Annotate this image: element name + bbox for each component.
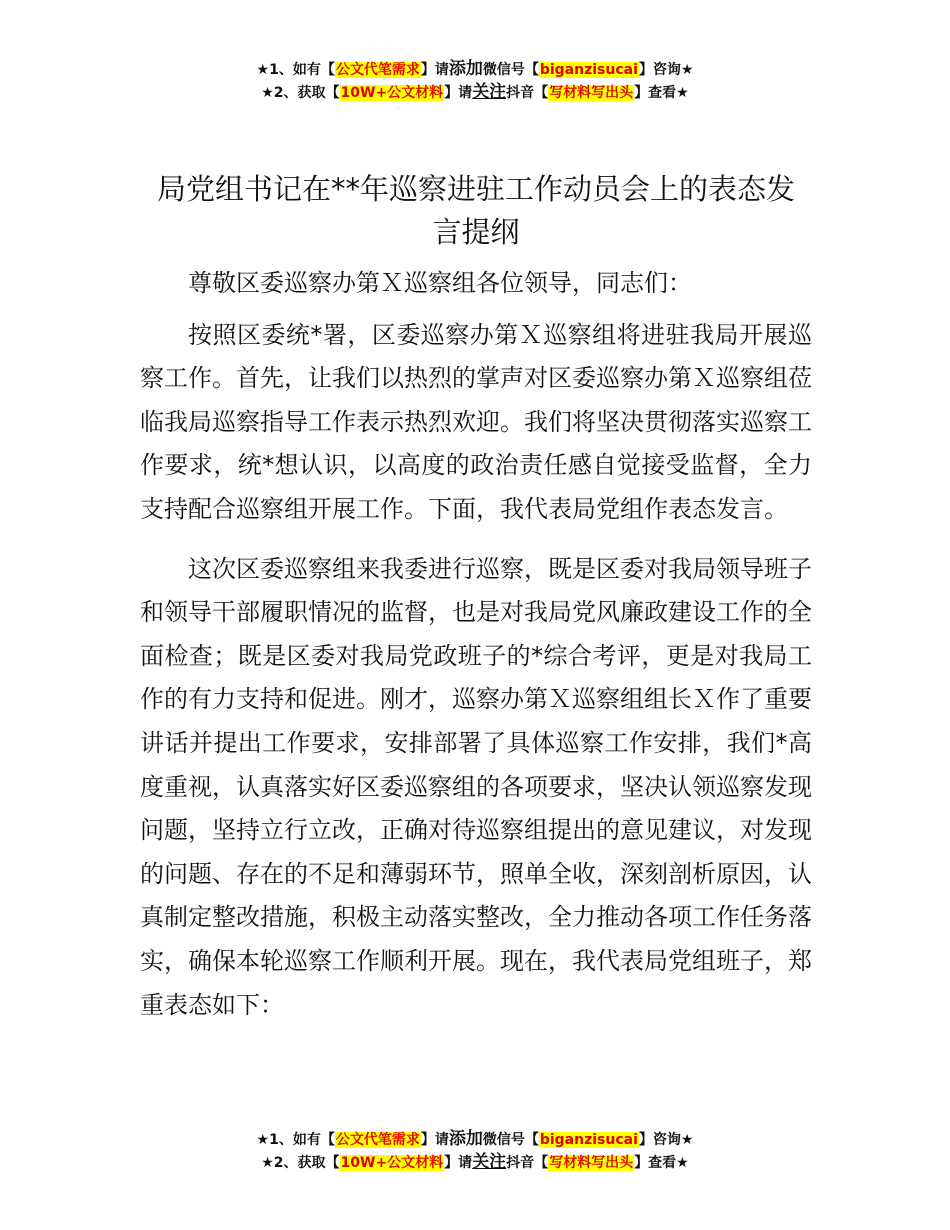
banner-emphasis: 关注 [472, 82, 507, 102]
highlight-materials: 10W+公文材料 [340, 85, 444, 101]
banner-line-1 [0, 58, 950, 81]
highlight-materials: 10W+公文材料 [340, 1155, 444, 1171]
banner-text: 】请 [420, 62, 449, 78]
banner-text: 抖音【 [506, 85, 549, 101]
document-title: 局党组书记在**年巡察进驻工作动员会上的表态发言提纲 [156, 172, 795, 249]
banner-text: ★1、如有【 [256, 62, 335, 78]
banner-emphasis: 关注 [472, 1152, 507, 1172]
highlight-ghostwriting: 公文代笔需求 [335, 62, 420, 78]
banner-emphasis: 添加 [448, 59, 483, 79]
banner-text: ★2、获取【 [261, 85, 340, 101]
banner-text: 】请 [420, 1132, 449, 1148]
banner-text: ★1、如有【 [256, 1132, 335, 1148]
paragraph: 这次区委巡察组来我委进行巡察，既是区委对我局领导班子和领导干部履职情况的监督，也是对我局党风廉政建设工作的全面检查；既是区委对我局党政班子的*综合考评，更是对我局工作的有力支持和促进。刚才，巡察办第Ｘ巡察组组长Ｘ作了重要讲话并提出工作要求，安排部署了具体巡察工作安排，我们*高度重视，认真落实好区委巡察组的各项要求，坚决认领巡察发现问题，坚持立行立改，正确对待巡察组提出的意见建议，对发现的问题、存在的不足和薄弱环节，照单全收，深刻剖析原因，认真制定整改措施，积极主动落实整改，全力推动各项工作任务落实，确保本轮巡察工作顺利开展。现在，我代表局党组班子，郑重表态如下： [140, 554, 812, 1019]
document-body [140, 168, 812, 1027]
highlight-douyin-account: 写材料写出头 [549, 1155, 634, 1171]
banner-line-2 [0, 81, 950, 104]
banner-text: ★2、获取【 [261, 1155, 340, 1171]
banner-text: 】咨询★ [638, 1132, 694, 1148]
banner-text: 】咨询★ [638, 62, 694, 78]
top-banner [0, 58, 950, 104]
banner-text: 】请 [444, 85, 473, 101]
highlight-ghostwriting: 公文代笔需求 [335, 1132, 420, 1148]
banner-line-1 [0, 1128, 950, 1151]
banner-text: 】查看★ [634, 1155, 689, 1171]
banner-text: 】请 [444, 1155, 473, 1171]
highlight-wechat-id: biganzisucai [539, 62, 638, 78]
highlight-wechat-id: biganzisucai [539, 1132, 638, 1148]
paragraph: 按照区委统*署，区委巡察办第Ｘ巡察组将进驻我局开展巡察工作。首先，让我们以热烈的掌声对区委巡察办第Ｘ巡察组莅临我局巡察指导工作表示热烈欢迎。我们将坚决贯彻落实巡察工作要求，统*想认识，以高度的政治责任感自觉接受监督，全力支持配合巡察组开展工作。下面，我代表局党组作表态发言。 [140, 320, 812, 523]
banner-line-2 [0, 1151, 950, 1174]
highlight-douyin-account: 写材料写出头 [549, 85, 634, 101]
banner-text: 】查看★ [634, 85, 689, 101]
banner-text: 微信号【 [482, 1132, 539, 1148]
greeting: 尊敬区委巡察办第Ｘ巡察组各位领导，同志们： [188, 269, 692, 297]
bottom-banner [0, 1128, 950, 1174]
banner-text: 微信号【 [482, 62, 539, 78]
banner-emphasis: 添加 [448, 1129, 483, 1149]
banner-text: 抖音【 [506, 1155, 549, 1171]
